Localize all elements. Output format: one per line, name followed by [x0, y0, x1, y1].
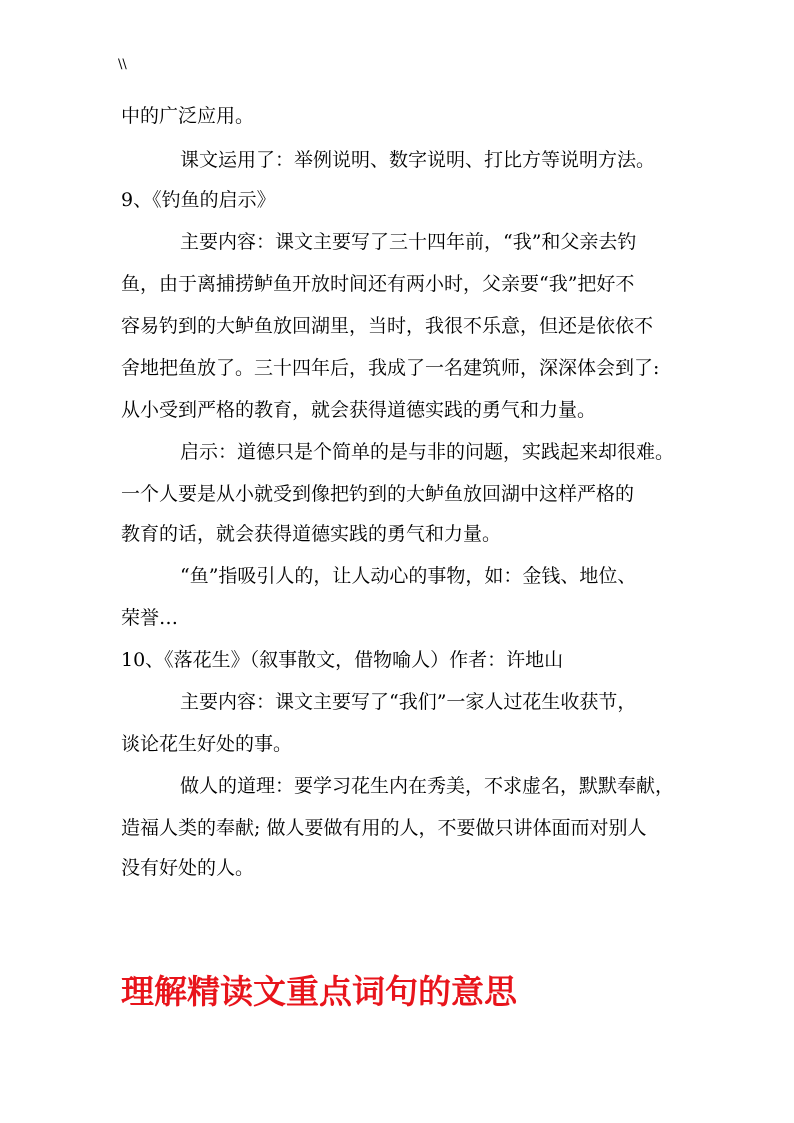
section-title: 10、《落花生》（叙事散文，借物喻人）作者：许地山 — [121, 649, 564, 671]
page-marker: \\ — [118, 57, 127, 72]
text-line: 从小受到严格的教育，就会获得道德实践的勇气和力量。 — [121, 399, 597, 421]
text-line: “鱼”指吸引人的，让人动心的事物，如：金钱、地位、 — [180, 565, 637, 587]
text-line: 中的广泛应用。 — [121, 105, 255, 127]
section-title: 9、《钓鱼的启示》 — [121, 189, 276, 211]
text-line: 没有好处的人。 — [121, 857, 255, 879]
text-line: 启示：道德只是个简单的是与非的问题，实践起来却很难。 — [180, 441, 675, 463]
text-line: 做人的道理：要学习花生内在秀美，不求虚名，默默奉献， — [180, 775, 675, 797]
text-line: 鱼，由于离捕捞鲈鱼开放时间还有两小时，父亲要“我”把好不 — [121, 273, 635, 295]
text-line: 造福人类的奉献; 做人要做有用的人，不要做只讲体面而对别人 — [121, 817, 647, 839]
section-heading: 理解精读文重点词句的意思 — [121, 972, 517, 1011]
text-line: 一个人要是从小就受到像把钓到的大鲈鱼放回湖中这样严格的 — [121, 483, 635, 505]
text-line: 荣誉… — [121, 607, 179, 629]
text-line: 课文运用了：举例说明、数字说明、打比方等说明方法。 — [180, 149, 656, 171]
text-line: 谈论花生好处的事。 — [121, 733, 293, 755]
text-line: 主要内容：课文主要写了三十四年前，“我”和父亲去钓 — [180, 231, 637, 253]
text-line: 教育的话，就会获得道德实践的勇气和力量。 — [121, 523, 502, 545]
text-line: 容易钓到的大鲈鱼放回湖里，当时，我很不乐意，但还是依依不 — [121, 315, 654, 337]
text-line: 舍地把鱼放了。三十四年后，我成了一名建筑师，深深体会到了: — [121, 357, 660, 379]
text-line: 主要内容：课文主要写了“我们”一家人过花生收获节， — [180, 691, 637, 713]
